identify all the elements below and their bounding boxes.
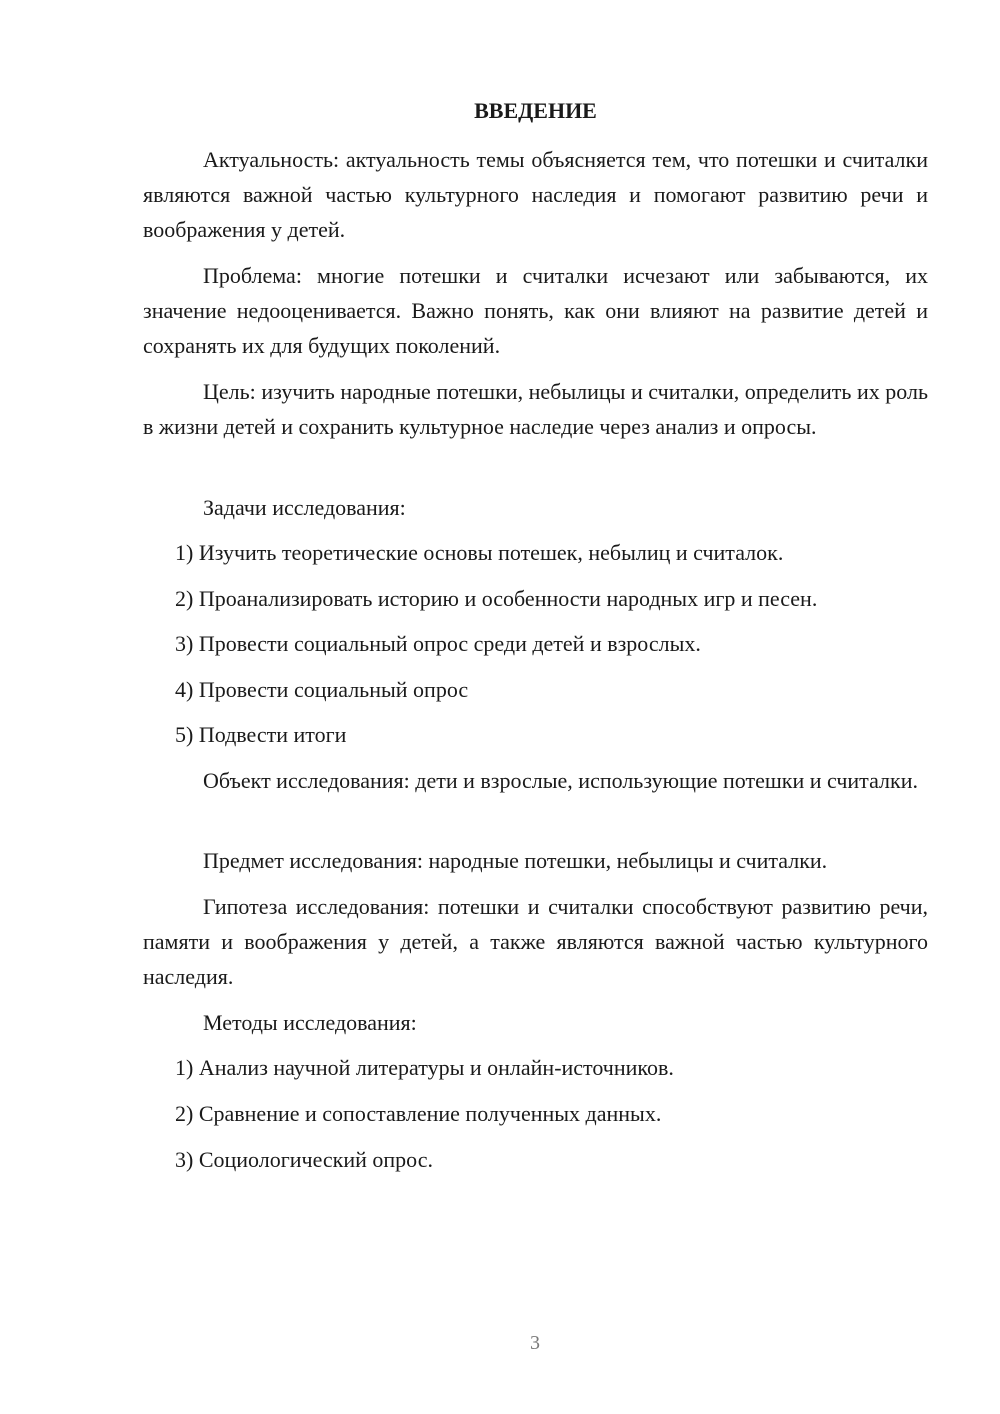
method-item: 1) Анализ научной литературы и онлайн-источников. [175,1055,674,1080]
task-item: 3) Провести социальный опрос среди детей и взрослых. [175,631,701,656]
paragraph-tasks-heading: Задачи исследования: [203,495,406,520]
task-item: 1) Изучить теоретические основы потешек, небылиц и считалок. [175,540,784,565]
paragraph-object: Объект исследования: дети и взрослые, использующие потешки и считалки. [203,768,918,793]
task-item: 4) Провести социальный опрос [175,677,469,702]
paragraph-goal: Цель: изучить народные потешки, небылицы и считалки, определить их роль в жизни детей и сохранить культурное наследие через анализ и опросы. [143,379,928,439]
paragraph-problem: Проблема: многие потешки и считалки исчезают или забываются, их значение недооценивается. Важно понять, как они влияют на развитие детей и сохранять их для будущих поколений. [143,263,928,358]
method-item: 3) Социологический опрос. [175,1147,433,1172]
method-item: 2) Сравнение и сопоставление полученных данных. [175,1101,662,1126]
section-heading: ВВЕДЕНИЕ [474,98,597,123]
page-number: 3 [530,1332,540,1354]
task-item: 5) Подвести итоги [175,722,347,747]
paragraph-hypothesis: Гипотеза исследования: потешки и считалки способствуют развитию речи, памяти и воображения у детей, а также являются важной частью культурного наследия. [143,894,928,989]
paragraph-relevance: Актуальность: актуальность темы объясняется тем, что потешки и считалки являются важной частью культурного наследия и помогают развитию речи и воображения у детей. [143,147,928,242]
paragraph-methods-heading: Методы исследования: [203,1010,417,1035]
paragraph-subject: Предмет исследования: народные потешки, небылицы и считалки. [203,848,828,873]
task-item: 2) Проанализировать историю и особенности народных игр и песен. [175,586,818,611]
